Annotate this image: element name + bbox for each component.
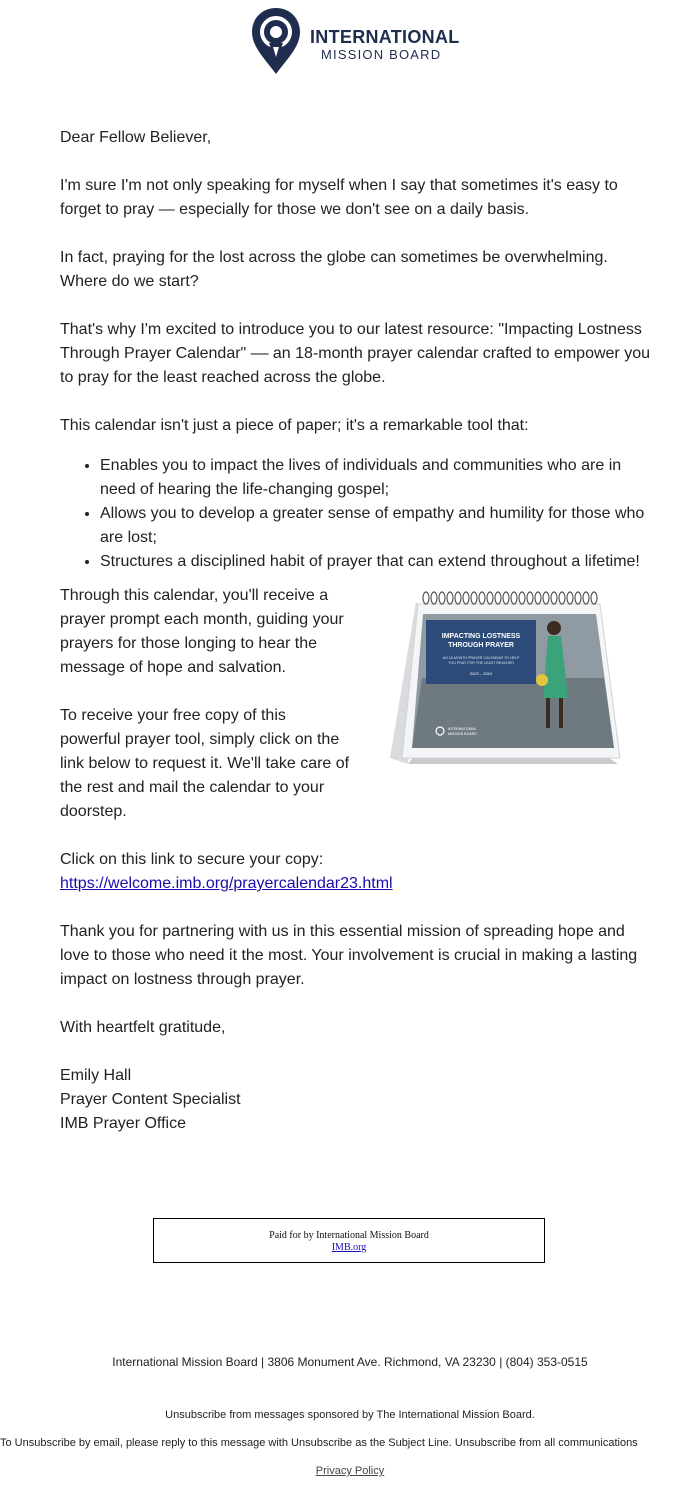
privacy-policy	[0, 1465, 683, 1477]
calendar-image	[378, 588, 628, 778]
paragraph-6: To receive your free copy of this powerful prayer tool, simply click on the link below to request it. We'll take care of the rest and mail the calendar to your doorstep.	[60, 707, 350, 820]
spiral-binding	[423, 592, 597, 604]
paragraph-4: This calendar isn't just a piece of paper; it's a remarkable tool that:	[60, 417, 529, 434]
brand-name	[310, 28, 460, 61]
svg-text:MISSION BOARD: MISSION BOARD	[448, 732, 477, 736]
privacy-policy-link[interactable]: Privacy Policy	[315, 1465, 385, 1477]
email-unsubscribe-notice[interactable]: To Unsubscribe by email, please reply to this message with Unsubscribe as the Subject Line. Unsubscribe from all communications	[0, 1437, 638, 1449]
greeting: Dear Fellow Believer,	[60, 129, 212, 146]
prayer-calendar-link[interactable]: https://welcome.imb.org/prayercalendar23.html	[60, 875, 393, 892]
brand-line-1: INTERNATIONAL	[310, 27, 460, 47]
paid-for-box	[153, 1218, 545, 1263]
link-paragraph	[60, 848, 650, 896]
paragraph-3: That's why I'm excited to introduce you to our latest resource: "Impacting Lostness Through Prayer Calendar" –– an 18-month prayer calendar crafted to empower you to pray for the least reached across the globe.	[60, 321, 650, 386]
footer-address	[0, 1355, 683, 1369]
paragraph-2: In fact, praying for the lost across the globe can sometimes be overwhelming. Where do we start?	[60, 249, 608, 290]
map-pin-icon	[251, 7, 301, 75]
calendar-mini-logo: INTERNATIONAL	[448, 727, 477, 731]
calendar-title: IMPACTING LOSTNESS	[441, 633, 521, 640]
calendar-subtitle: AN 18-MONTH PRAYER CALENDAR TO HELP	[442, 656, 520, 660]
list-item: • Enables you to impact the lives of individuals and communities who are in need of hearing the life-changing gospel;	[100, 454, 650, 502]
link-intro: Click on this link to secure your copy:	[60, 851, 324, 868]
list-item: • Structures a disciplined habit of prayer that can extend throughout a lifetime!	[100, 550, 650, 574]
benefits-list	[60, 454, 650, 574]
signer-title: Prayer Content Specialist	[60, 1091, 241, 1108]
email-body	[60, 126, 650, 1136]
unsubscribe-notice[interactable]: Unsubscribe from messages sponsored by The International Mission Board.	[165, 1409, 535, 1421]
paragraph-1: I'm sure I'm not only speaking for myself when I say that sometimes it's easy to forget to pray — especially for those we don't see on a daily basis.	[60, 177, 618, 218]
address-text: International Mission Board | 3806 Monument Ave. Richmond, VA 23230 | (804) 353-0515	[112, 1355, 588, 1369]
list-item: • Allows you to develop a greater sense of empathy and humility for those who are lost;	[100, 502, 650, 550]
signature	[60, 1064, 650, 1136]
closing: With heartfelt gratitude,	[60, 1019, 226, 1036]
brand-line-2: MISSION BOARD	[321, 47, 442, 62]
calendar-subtitle-2: YOU PRAY FOR THE LEAST REACHED	[448, 661, 514, 665]
imb-logo[interactable]	[251, 7, 460, 77]
calendar-section	[60, 584, 650, 824]
imb-org-link[interactable]: IMB.org	[331, 1242, 367, 1253]
calendar-years: 2023 – 2024	[469, 671, 493, 676]
paragraph-7: Thank you for partnering with us in this essential mission of spreading hope and love to those who need it the most. Your involvement is crucial in making a lasting impact on lostness through prayer.	[60, 923, 638, 988]
paragraph-5: Through this calendar, you'll receive a prayer prompt each month, guiding your prayers for those longing to hear the message of hope and salvation.	[60, 587, 344, 676]
calendar-title-2: THROUGH PRAYER	[448, 642, 514, 649]
signer-office: IMB Prayer Office	[60, 1115, 186, 1132]
signer-name: Emily Hall	[60, 1067, 132, 1084]
paid-for-text: Paid for by International Mission Board	[269, 1230, 429, 1241]
